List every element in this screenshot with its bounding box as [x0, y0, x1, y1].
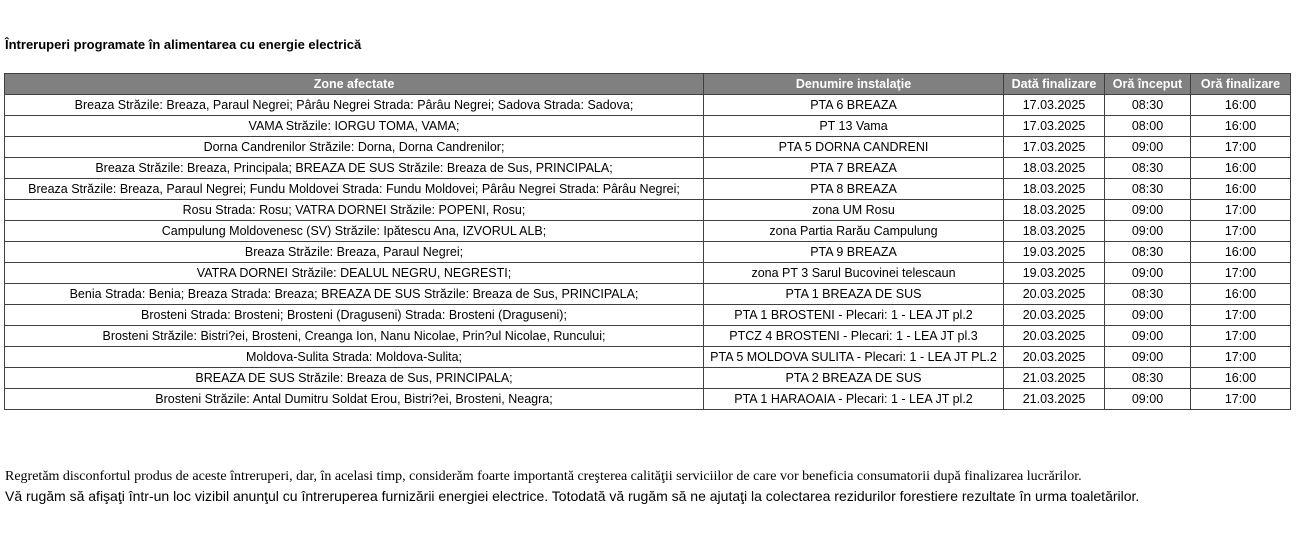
- cell-zones: Moldova-Sulita Strada: Moldova-Sulita;: [5, 347, 704, 368]
- cell-installation: PTA 2 BREAZA DE SUS: [704, 368, 1004, 389]
- cell-zones: Breaza Străzile: Breaza, Principala; BREAZA DE SUS Străzile: Breaza de Sus, PRINCIPALA;: [5, 158, 704, 179]
- cell-end-date: 19.03.2025: [1004, 242, 1105, 263]
- column-header-start-time: Oră început: [1105, 74, 1191, 95]
- cell-end-time: 17:00: [1191, 326, 1291, 347]
- cell-end-time: 17:00: [1191, 263, 1291, 284]
- table-row: [5, 242, 1291, 263]
- cell-end-time: 16:00: [1191, 179, 1291, 200]
- column-header-end-date: Dată finalizare: [1004, 74, 1105, 95]
- cell-end-date: 20.03.2025: [1004, 326, 1105, 347]
- cell-installation: zona PT 3 Sarul Bucovinei telescaun: [704, 263, 1004, 284]
- cell-start-time: 09:00: [1105, 221, 1191, 242]
- cell-installation: PTA 6 BREAZA: [704, 95, 1004, 116]
- column-header-end-time: Oră finalizare: [1191, 74, 1291, 95]
- cell-installation: zona UM Rosu: [704, 200, 1004, 221]
- cell-end-time: 17:00: [1191, 305, 1291, 326]
- cell-start-time: 08:30: [1105, 242, 1191, 263]
- table-row: [5, 326, 1291, 347]
- footer-apology-text: Regretăm disconfortul produs de aceste întreruperi, dar, în acelasi timp, considerăm foarte importantă creşterea calităţii serviciilor de care vor beneficia consumatorii după finalizarea lucrărilor.: [5, 469, 1082, 484]
- cell-end-date: 18.03.2025: [1004, 200, 1105, 221]
- page-title: Întreruperi programate în alimentarea cu energie electrică: [5, 37, 362, 52]
- cell-end-date: 18.03.2025: [1004, 221, 1105, 242]
- cell-end-time: 16:00: [1191, 242, 1291, 263]
- cell-zones: BREAZA DE SUS Străzile: Breaza de Sus, PRINCIPALA;: [5, 368, 704, 389]
- cell-zones: Breaza Străzile: Breaza, Paraul Negrei;: [5, 242, 704, 263]
- cell-end-time: 16:00: [1191, 158, 1291, 179]
- cell-start-time: 09:00: [1105, 263, 1191, 284]
- outage-table: [4, 73, 1291, 410]
- table-row: [5, 389, 1291, 410]
- cell-installation: PTA 5 DORNA CANDRENI: [704, 137, 1004, 158]
- cell-zones: Brosteni Străzile: Bistri?ei, Brosteni, Creanga Ion, Nanu Nicolae, Prin?ul Nicolae, Runcului;: [5, 326, 704, 347]
- cell-installation: PTA 5 MOLDOVA SULITA - Plecari: 1 - LEA JT PL.2: [704, 347, 1004, 368]
- cell-end-date: 17.03.2025: [1004, 137, 1105, 158]
- cell-end-date: 17.03.2025: [1004, 95, 1105, 116]
- cell-end-date: 18.03.2025: [1004, 158, 1105, 179]
- table-header-row: [5, 74, 1291, 95]
- cell-zones: Campulung Moldovenesc (SV) Străzile: Ipătescu Ana, IZVORUL ALB;: [5, 221, 704, 242]
- cell-end-time: 17:00: [1191, 200, 1291, 221]
- cell-end-date: 21.03.2025: [1004, 389, 1105, 410]
- table-row: [5, 263, 1291, 284]
- cell-zones: Breaza Străzile: Breaza, Paraul Negrei; Fundu Moldovei Strada: Fundu Moldovei; Pârâu Negrei Strada: Pârâu Negrei;: [5, 179, 704, 200]
- cell-installation: PTA 1 BREAZA DE SUS: [704, 284, 1004, 305]
- cell-zones: Dorna Candrenilor Străzile: Dorna, Dorna Candrenilor;: [5, 137, 704, 158]
- cell-end-time: 17:00: [1191, 347, 1291, 368]
- cell-zones: VAMA Străzile: IORGU TOMA, VAMA;: [5, 116, 704, 137]
- table-row: [5, 368, 1291, 389]
- cell-end-time: 16:00: [1191, 95, 1291, 116]
- cell-end-time: 16:00: [1191, 116, 1291, 137]
- cell-end-time: 17:00: [1191, 137, 1291, 158]
- cell-end-date: 20.03.2025: [1004, 305, 1105, 326]
- table-row: [5, 95, 1291, 116]
- cell-end-date: 21.03.2025: [1004, 368, 1105, 389]
- cell-end-date: 18.03.2025: [1004, 179, 1105, 200]
- table-row: [5, 116, 1291, 137]
- cell-installation: PTA 1 BROSTENI - Plecari: 1 - LEA JT pl.2: [704, 305, 1004, 326]
- cell-start-time: 09:00: [1105, 326, 1191, 347]
- cell-installation: PTA 7 BREAZA: [704, 158, 1004, 179]
- table-body: [5, 95, 1291, 410]
- cell-zones: Brosteni Străzile: Antal Dumitru Soldat Erou, Bistri?ei, Brosteni, Neagra;: [5, 389, 704, 410]
- table-row: [5, 158, 1291, 179]
- table-row: [5, 200, 1291, 221]
- cell-installation: PTCZ 4 BROSTENI - Plecari: 1 - LEA JT pl.3: [704, 326, 1004, 347]
- cell-end-date: 20.03.2025: [1004, 284, 1105, 305]
- cell-zones: Rosu Strada: Rosu; VATRA DORNEI Străzile: POPENI, Rosu;: [5, 200, 704, 221]
- cell-zones: VATRA DORNEI Străzile: DEALUL NEGRU, NEGRESTI;: [5, 263, 704, 284]
- column-header-zones: Zone afectate: [5, 74, 704, 95]
- cell-start-time: 09:00: [1105, 389, 1191, 410]
- cell-end-time: 16:00: [1191, 368, 1291, 389]
- cell-start-time: 08:30: [1105, 179, 1191, 200]
- table-row: [5, 221, 1291, 242]
- cell-start-time: 09:00: [1105, 137, 1191, 158]
- cell-end-date: 20.03.2025: [1004, 347, 1105, 368]
- column-header-installation: Denumire instalaţie: [704, 74, 1004, 95]
- cell-start-time: 09:00: [1105, 305, 1191, 326]
- cell-start-time: 09:00: [1105, 347, 1191, 368]
- cell-end-date: 17.03.2025: [1004, 116, 1105, 137]
- table-row: [5, 284, 1291, 305]
- table-row: [5, 305, 1291, 326]
- table-row: [5, 179, 1291, 200]
- footer-request-text: Vă rugăm să afişaţi într-un loc vizibil anunţul cu întreruperea furnizării energiei electrice. Totodată vă rugăm să ne ajutaţi la colectarea rezidurilor forestiere rezultate în urma toaletărilor.: [5, 488, 1140, 504]
- cell-end-time: 16:00: [1191, 284, 1291, 305]
- cell-zones: Breaza Străzile: Breaza, Paraul Negrei; Pârâu Negrei Strada: Pârâu Negrei; Sadova Strada: Sadova;: [5, 95, 704, 116]
- cell-start-time: 08:30: [1105, 95, 1191, 116]
- cell-start-time: 08:30: [1105, 368, 1191, 389]
- cell-end-date: 19.03.2025: [1004, 263, 1105, 284]
- cell-start-time: 08:30: [1105, 158, 1191, 179]
- table-row: [5, 137, 1291, 158]
- cell-end-time: 17:00: [1191, 389, 1291, 410]
- cell-installation: PTA 8 BREAZA: [704, 179, 1004, 200]
- cell-start-time: 08:30: [1105, 284, 1191, 305]
- cell-installation: PTA 1 HARAOAIA - Plecari: 1 - LEA JT pl.2: [704, 389, 1004, 410]
- cell-end-time: 17:00: [1191, 221, 1291, 242]
- cell-installation: PTA 9 BREAZA: [704, 242, 1004, 263]
- cell-start-time: 08:00: [1105, 116, 1191, 137]
- cell-zones: Benia Strada: Benia; Breaza Strada: Breaza; BREAZA DE SUS Străzile: Breaza de Sus, PRINCIPALA;: [5, 284, 704, 305]
- cell-installation: zona Partia Rarău Campulung: [704, 221, 1004, 242]
- table-row: [5, 347, 1291, 368]
- cell-installation: PT 13 Vama: [704, 116, 1004, 137]
- cell-start-time: 09:00: [1105, 200, 1191, 221]
- cell-zones: Brosteni Strada: Brosteni; Brosteni (Draguseni) Strada: Brosteni (Draguseni);: [5, 305, 704, 326]
